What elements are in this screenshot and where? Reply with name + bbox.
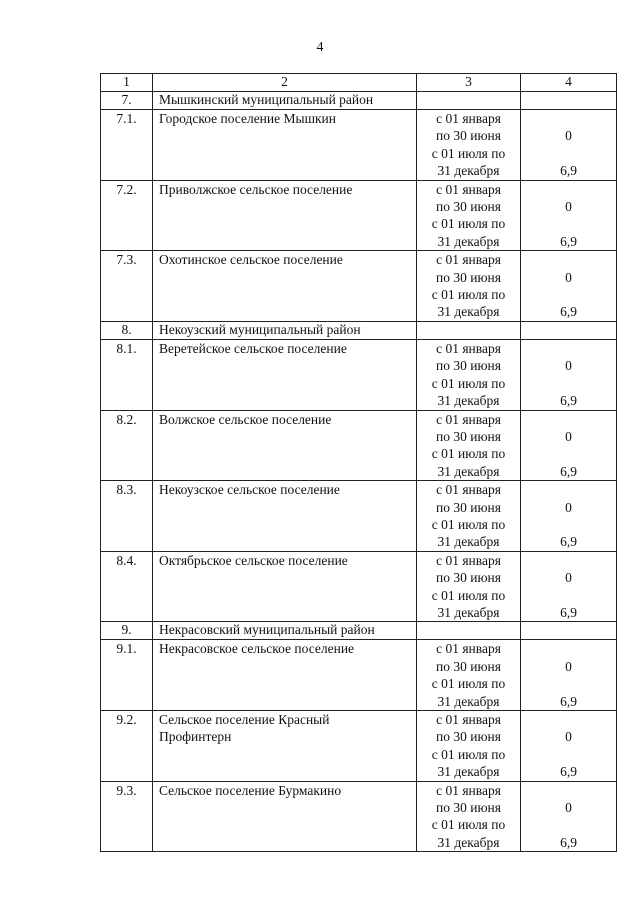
group-number: 8. <box>101 321 153 339</box>
period-line: с 01 января <box>436 712 501 727</box>
value-cell <box>521 110 617 181</box>
settlement-name-line: Веретейское сельское поселение <box>159 340 347 356</box>
value-cell <box>521 711 617 782</box>
period-line: 31 декабря <box>437 393 500 409</box>
settlement-name <box>153 781 417 852</box>
period-line: с 01 января <box>436 340 501 356</box>
period-cell <box>417 251 521 322</box>
group-value-cell <box>521 321 617 339</box>
row-number: 8.1. <box>101 339 153 410</box>
period-line: с 01 января <box>436 252 501 268</box>
period-line: с 01 января <box>436 181 501 197</box>
value-second-half: 6,9 <box>560 693 577 709</box>
settlement-name <box>153 410 417 481</box>
value-cell <box>521 180 617 251</box>
period-line: с 01 июля по <box>431 817 506 833</box>
table-row <box>101 781 617 852</box>
value-second-half: 6,9 <box>560 463 577 479</box>
settlement-name-line: Охотинское сельское поселение <box>159 252 343 268</box>
group-period-cell <box>417 92 521 110</box>
column-header-1: 1 <box>101 74 153 92</box>
table-row <box>101 410 617 481</box>
value-cell <box>521 781 617 852</box>
value-second-half: 6,9 <box>560 163 577 179</box>
table-row <box>101 339 617 410</box>
period-line: по 30 июня <box>436 128 501 144</box>
settlement-name-line: Некоузское сельское поселение <box>159 482 340 498</box>
period-line: с 01 января <box>436 552 501 568</box>
group-value-cell <box>521 622 617 640</box>
group-number: 9. <box>101 622 153 640</box>
settlement-name-line: Волжское сельское поселение <box>159 411 332 427</box>
period-cell <box>417 180 521 251</box>
period-cell <box>417 711 521 782</box>
period-line: по 30 июня <box>436 570 501 586</box>
period-line: 31 декабря <box>437 304 500 320</box>
group-number: 7. <box>101 92 153 110</box>
row-number: 9.3. <box>101 781 153 852</box>
period-line: 31 декабря <box>437 604 500 620</box>
row-number: 8.3. <box>101 481 153 552</box>
value-cell <box>521 251 617 322</box>
value-first-half: 0 <box>565 729 572 745</box>
period-line: с 01 июля по <box>431 216 506 232</box>
period-line: 31 декабря <box>437 834 500 850</box>
period-line: 31 декабря <box>437 233 500 249</box>
period-line: по 30 июня <box>436 269 501 285</box>
value-first-half: 0 <box>565 358 572 374</box>
value-first-half: 0 <box>565 800 572 816</box>
period-line: с 01 июля по <box>431 746 506 762</box>
settlement-name-line: Октябрьское сельское поселение <box>159 552 348 568</box>
period-line: по 30 июня <box>436 800 501 816</box>
period-line: по 30 июня <box>436 729 501 745</box>
row-number: 7.1. <box>101 110 153 181</box>
tariff-table <box>100 73 617 852</box>
table-row <box>101 640 617 711</box>
period-cell <box>417 410 521 481</box>
settlement-name-line: Сельское поселение Красный <box>159 712 330 727</box>
value-second-half: 6,9 <box>560 233 577 249</box>
group-period-cell <box>417 622 521 640</box>
settlement-name <box>153 481 417 552</box>
value-first-half: 0 <box>565 570 572 586</box>
period-line: с 01 января <box>436 111 501 126</box>
group-name: Мышкинский муниципальный район <box>153 92 417 110</box>
row-number: 9.1. <box>101 640 153 711</box>
value-second-half: 6,9 <box>560 534 577 550</box>
period-line: с 01 июля по <box>431 375 506 391</box>
settlement-name-line: Приволжское сельское поселение <box>159 181 353 197</box>
period-line: 31 декабря <box>437 764 500 780</box>
page-number: 4 <box>316 40 324 55</box>
header-row <box>101 74 617 92</box>
value-second-half: 6,9 <box>560 604 577 620</box>
settlement-name <box>153 180 417 251</box>
value-first-half: 0 <box>565 658 572 674</box>
group-row <box>101 622 617 640</box>
group-value-cell <box>521 92 617 110</box>
value-second-half: 6,9 <box>560 304 577 320</box>
value-first-half: 0 <box>565 128 572 144</box>
group-name: Некоузский муниципальный район <box>153 321 417 339</box>
column-header-3: 3 <box>417 74 521 92</box>
value-first-half: 0 <box>565 199 572 215</box>
table-row <box>101 481 617 552</box>
row-number: 9.2. <box>101 711 153 782</box>
period-line: с 01 июля по <box>431 676 506 692</box>
value-first-half: 0 <box>565 499 572 515</box>
period-line: по 30 июня <box>436 658 501 674</box>
table-row <box>101 110 617 181</box>
period-line: с 01 июля по <box>431 287 506 303</box>
group-period-cell <box>417 321 521 339</box>
settlement-name-line: Некрасовское сельское поселение <box>159 641 355 657</box>
value-cell <box>521 410 617 481</box>
settlement-name <box>153 711 417 782</box>
period-line: с 01 июля по <box>431 587 506 603</box>
value-first-half: 0 <box>565 269 572 285</box>
period-cell <box>417 339 521 410</box>
period-line: по 30 июня <box>436 199 501 215</box>
value-second-half: 6,9 <box>560 834 577 850</box>
period-line: с 01 января <box>436 482 501 498</box>
settlement-name-line: Сельское поселение Бурмакино <box>159 782 342 798</box>
table-row <box>101 180 617 251</box>
table-row <box>101 551 617 622</box>
period-line: с 01 июля по <box>431 446 506 462</box>
period-line: по 30 июня <box>436 428 501 444</box>
period-cell <box>417 640 521 711</box>
value-cell <box>521 640 617 711</box>
period-cell <box>417 481 521 552</box>
settlement-name <box>153 640 417 711</box>
row-number: 7.2. <box>101 180 153 251</box>
period-line: по 30 июня <box>436 358 501 374</box>
period-line: по 30 июня <box>436 499 501 515</box>
table-row <box>101 711 617 782</box>
group-row <box>101 321 617 339</box>
value-cell <box>521 339 617 410</box>
period-line: с 01 января <box>436 411 501 427</box>
settlement-name-line: Профинтерн <box>159 729 232 745</box>
value-second-half: 6,9 <box>560 764 577 780</box>
table-body <box>101 74 617 852</box>
settlement-name <box>153 110 417 181</box>
period-line: с 01 июля по <box>431 145 506 161</box>
settlement-name <box>153 251 417 322</box>
column-header-2: 2 <box>153 74 417 92</box>
group-row <box>101 92 617 110</box>
settlement-name-line: Городское поселение Мышкин <box>159 111 336 126</box>
settlement-name <box>153 339 417 410</box>
value-second-half: 6,9 <box>560 393 577 409</box>
period-line: 31 декабря <box>437 163 500 179</box>
period-cell <box>417 110 521 181</box>
period-line: 31 декабря <box>437 693 500 709</box>
row-number: 8.2. <box>101 410 153 481</box>
period-line: 31 декабря <box>437 534 500 550</box>
period-line: с 01 января <box>436 782 501 798</box>
table-row <box>101 251 617 322</box>
row-number: 8.4. <box>101 551 153 622</box>
row-number: 7.3. <box>101 251 153 322</box>
column-header-4: 4 <box>521 74 617 92</box>
group-name: Некрасовский муниципальный район <box>153 622 417 640</box>
value-cell <box>521 481 617 552</box>
settlement-name <box>153 551 417 622</box>
period-line: с 01 января <box>436 641 501 657</box>
period-line: с 01 июля по <box>431 516 506 532</box>
period-cell <box>417 551 521 622</box>
period-cell <box>417 781 521 852</box>
value-first-half: 0 <box>565 428 572 444</box>
value-cell <box>521 551 617 622</box>
period-line: 31 декабря <box>437 463 500 479</box>
